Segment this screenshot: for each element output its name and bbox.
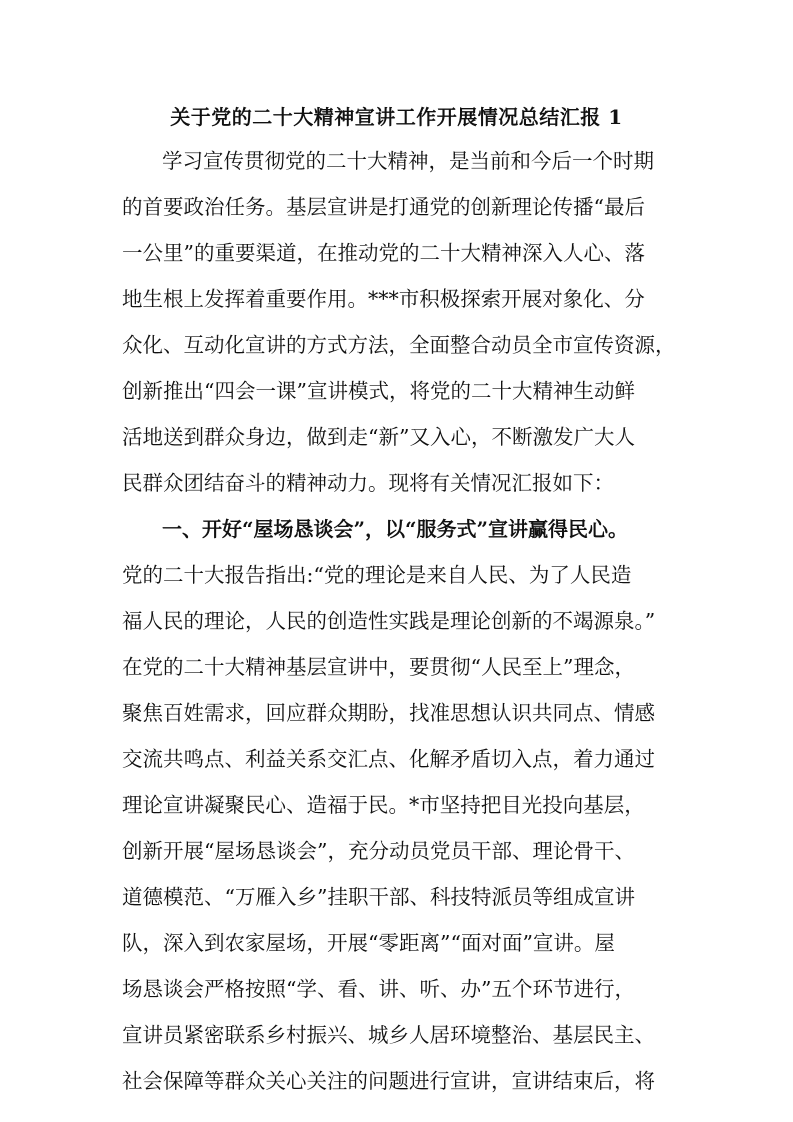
section-line-1: 党的二十大报告指出:“党的理论是来自人民、为了人民造 <box>122 563 632 587</box>
section-line-5: 交流共鸣点、利益关系交汇点、化解矛盾切入点，着力通过 <box>122 747 655 771</box>
section-line-6: 理论宣讲凝聚民心、造福于民。*市坚持把目光投向基层， <box>122 793 645 817</box>
intro-line-8: 民群众团结奋斗的精神动力。现将有关情况汇报如下： <box>122 471 614 495</box>
intro-line-2: 的首要政治任务。基层宣讲是打通党的创新理论传播“最后 <box>122 195 645 219</box>
section-line-3: 在党的二十大精神基层宣讲中，要贯彻“人民至上”理念， <box>122 655 635 679</box>
section-heading: 一、开好“屋场恳谈会”，以“服务式”宣讲赢得民心。 <box>162 517 629 541</box>
section-line-12: 社会保障等群众关心关注的问题进行宣讲，宣讲结束后，将 <box>122 1069 655 1093</box>
intro-line-5: 众化、互动化宣讲的方式方法，全面整合动员全市宣传资源， <box>122 333 676 357</box>
section-line-11: 宣讲员紧密联系乡村振兴、城乡人居环境整治、基层民主、 <box>122 1023 655 1047</box>
section-line-2: 福人民的理论，人民的创造性实践是理论创新的不竭源泉。” <box>122 609 656 633</box>
intro-line-1: 学习宣传贯彻党的二十大精神，是当前和今后一个时期 <box>162 149 654 173</box>
intro-line-4: 地生根上发挥着重要作用。***市积极探索开展对象化、分 <box>122 287 645 311</box>
section-line-8: 道德模范、“万雁入乡”挂职干部、科技特派员等组成宣讲 <box>122 885 635 909</box>
intro-line-6: 创新推出“四会一课”宣讲模式，将党的二十大精神生动鲜 <box>122 379 635 403</box>
section-line-7: 创新开展“屋场恳谈会”，充分动员党员干部、理论骨干、 <box>122 839 635 863</box>
section-line-4: 聚焦百姓需求，回应群众期盼，找准思想认识共同点、情感 <box>122 701 655 725</box>
intro-line-3: 一公里”的重要渠道，在推动党的二十大精神深入人心、落 <box>122 241 645 265</box>
section-line-10: 场恳谈会严格按照“学、看、讲、听、办”五个环节进行， <box>122 977 635 1001</box>
document-title: 关于党的二十大精神宣讲工作开展情况总结汇报 1 <box>170 105 623 129</box>
intro-line-7: 活地送到群众身边，做到走“新”又入心，不断激发广大人 <box>122 425 635 449</box>
section-line-9: 队，深入到农家屋场，开展“零距离”“面对面”宣讲。屋 <box>122 931 615 955</box>
